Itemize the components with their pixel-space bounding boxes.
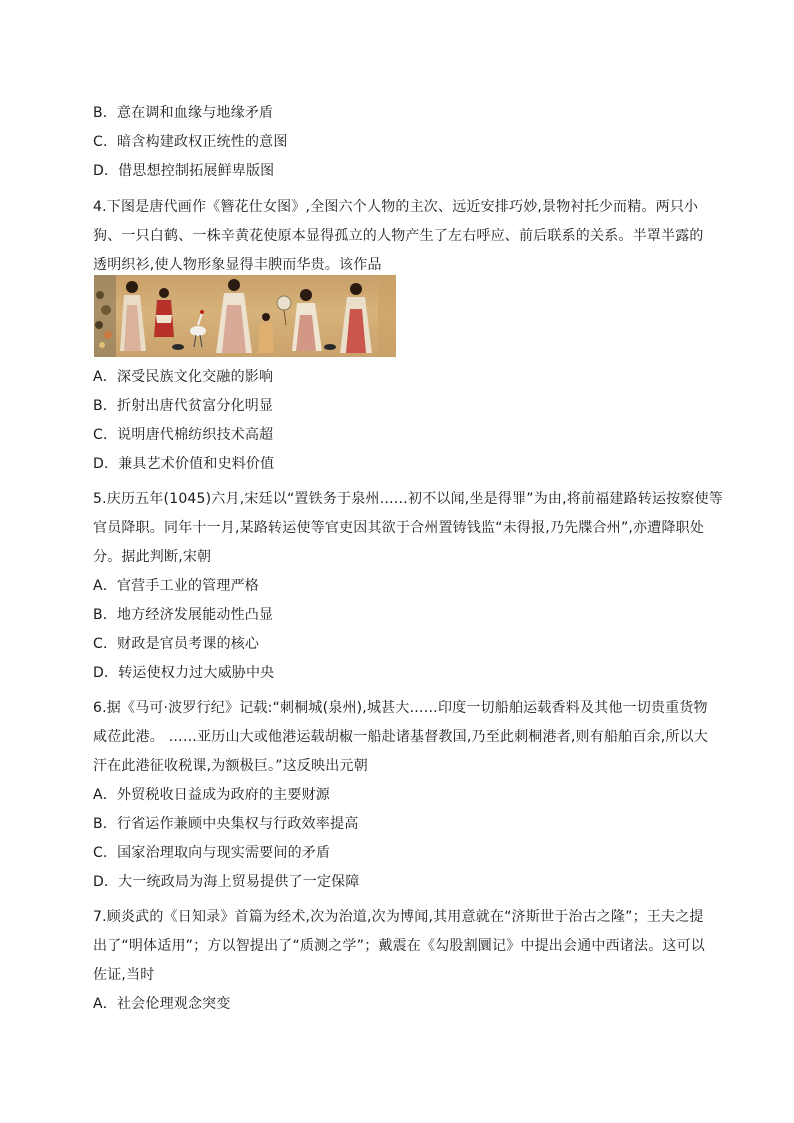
q6-stem-line-3: 汗在此港征收税课,为额极巨。”这反映出元朝 — [93, 758, 368, 774]
q7-option-a: A．社会伦理观念突变 — [93, 996, 231, 1012]
q6-option-a: A．外贸税收日益成为政府的主要财源 — [93, 787, 330, 803]
q3-option-b: B．意在调和血缘与地缘矛盾 — [93, 105, 274, 121]
lady-figure-4 — [292, 289, 336, 351]
q6-option-c: C．国家治理取向与现实需要间的矛盾 — [93, 845, 331, 861]
q6-stem-line-1: 6.据《马可·波罗行纪》记载:“刺桐城(泉州),城甚大……印度一切船舶运载香料及其他一切贵重货物 — [93, 700, 708, 716]
q4-stem-line-2: 狗、一只白鹤、一株辛黄花使原本显得孤立的人物产生了左右呼应、前后联系的关系。半罩半露的 — [93, 228, 704, 244]
q4-stem-line-3: 透明织衫,使人物形象显得丰腴而华贵。该作品 — [93, 257, 382, 273]
q4-option-a: A．深受民族文化交融的影响 — [93, 369, 274, 385]
fan — [277, 296, 291, 325]
q6-stem-line-2: 咸莅此港。 ……亚历山大或他港运载胡椒一船赴诸基督教国,乃至此刺桐港者,则有船舶百余,所以大 — [93, 729, 708, 745]
q5-stem-line-2: 官员降职。同年十一月,某路转运使等官吏因其欲于合州置铸钱监“未得报,乃先牒合州”,亦遭降职处 — [93, 520, 705, 536]
lady-figure-3 — [216, 279, 252, 353]
painting-image — [94, 275, 396, 357]
q7-stem-line-3: 佐证,当时 — [93, 967, 155, 983]
lady-figure-1 — [120, 281, 146, 351]
q5-stem-line-1: 5.庆历五年(1045)六月,宋廷以“置铁务于泉州……初不以闻,坐是得罪”为由,将前福建路转运按察使等 — [93, 491, 723, 507]
crane-bird — [190, 310, 206, 347]
q4-option-d: D．兼具艺术价值和史料价值 — [93, 456, 275, 472]
q4-option-c: C．说明唐代棉纺织技术高超 — [93, 427, 274, 443]
q3-option-c: C．暗含构建政权正统性的意图 — [93, 134, 288, 150]
q6-option-d: D．大一统政局为海上贸易提供了一定保障 — [93, 874, 360, 890]
lady-figure-2 — [154, 288, 174, 337]
q4-stem-line-1: 4.下图是唐代画作《簪花仕女图》,全图六个人物的主次、远近安排巧妙,景物衬托少而精。两只小 — [93, 199, 699, 215]
q5-stem-line-3: 分。据此判断,宋朝 — [93, 549, 212, 565]
attendant-figure — [258, 313, 274, 353]
q5-option-c: C．财政是官员考课的核心 — [93, 636, 260, 652]
flower-shrub — [94, 275, 116, 357]
q5-option-a: A．官营手工业的管理严格 — [93, 578, 259, 594]
q4-option-b: B．折射出唐代贫富分化明显 — [93, 398, 274, 414]
q6-option-b: B．行省运作兼顾中央集权与行政效率提高 — [93, 816, 359, 832]
q7-stem-line-1: 7.顾炎武的《日知录》首篇为经术,次为治道,次为博闻,其用意就在“济斯世于治古之隆”；王夫之提 — [93, 909, 704, 925]
q5-option-b: B．地方经济发展能动性凸显 — [93, 607, 274, 623]
q3-option-d: D．借思想控制拓展鲜卑版图 — [93, 163, 275, 179]
q5-option-d: D．转运使权力过大威胁中央 — [93, 665, 275, 681]
lady-figure-5 — [340, 283, 372, 353]
q7-stem-line-2: 出了“明体适用”；方以智提出了“质测之学”；戴震在《勾股割圜记》中提出会通中西诸法。这可以 — [93, 938, 706, 954]
dog — [172, 344, 184, 350]
